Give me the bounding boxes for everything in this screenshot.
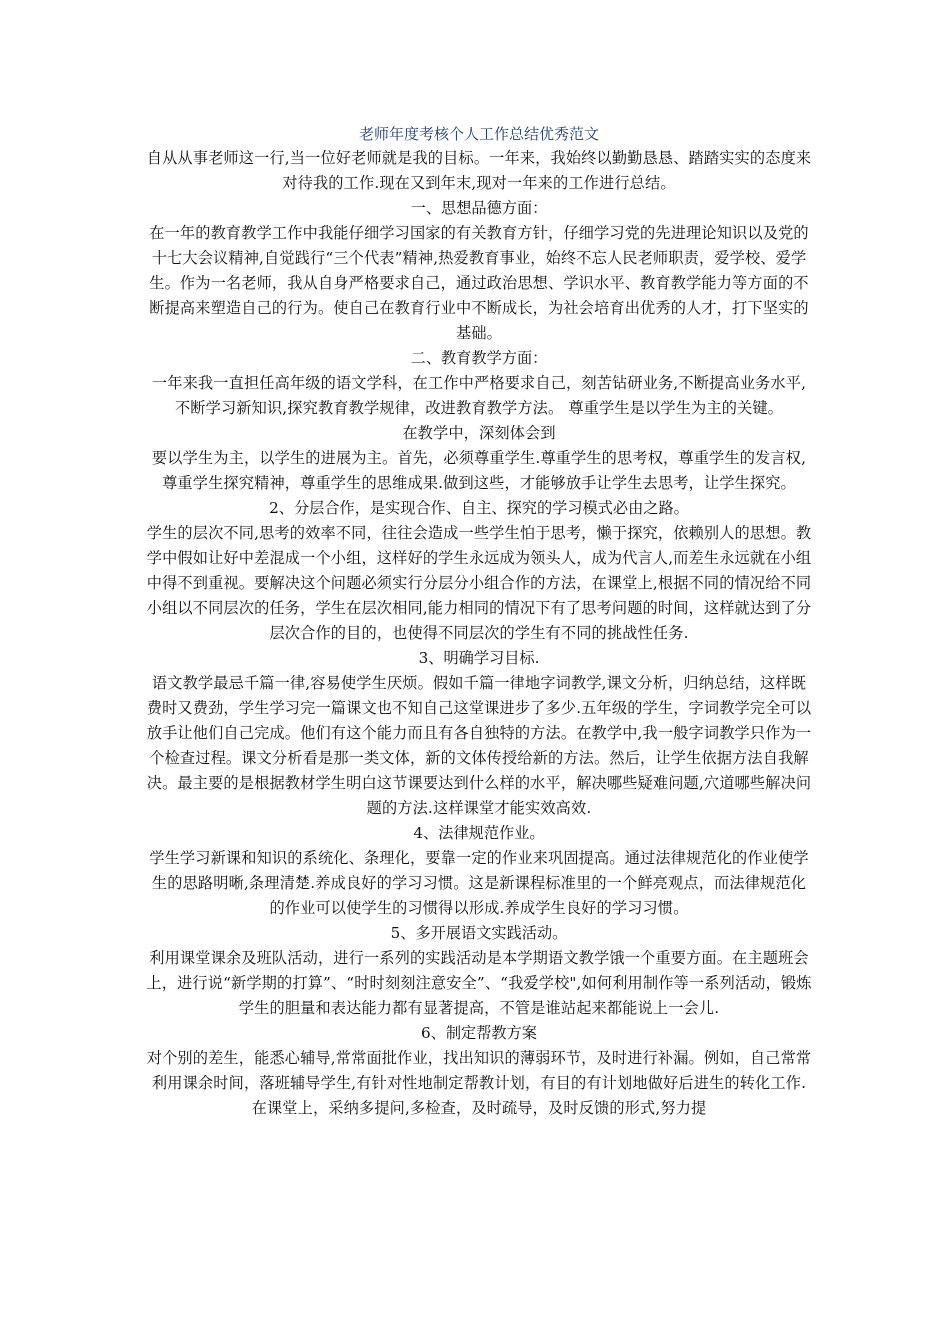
heading-learning-goals: 3、明确学习目标. [418, 649, 540, 667]
learning-goals-paragraph: 语文教学最忌千篇一律,容易使学生厌烦。假如千篇一律地字词教学,课文分析，归纳总结，这样既费时又费劲，学生学习完一篇课文也不知自己这堂课进步了多少.五年级的学生，字词教学完全可以放手让他们自己完成。他们有这个能力而且有各自独特的方法。在教学中,我一般字词教学只作为一个检查过程。课文分析看是那一类文体，新的文体传授给新的方法。然后，让学生依据方法自我解决。最主要的是根据教材学生明白这节课要达到什么样的水平，解决哪些疑难问题,穴道哪些解决问题的方法.这样课堂才能实效高效. [146, 674, 812, 817]
ethics-paragraph: 在一年的教育教学工作中我能仔细学习国家的有关教育方针，仔细学习党的先进理论知识以及党的十七大会议精神,自觉践行“三个代表”精神,热爱教育事业，始终不忘人民老师职责，爱学校、爱学生。作为一名老师，我从自身严格要求自己，通过政治思想、学识水平、教育教学能力等方面的不断提高来塑造自己的行为。使自己在教育行业中不断成长，为社会培育出优秀的人才，打下坚实的基础。 [149, 224, 809, 342]
tutoring-plan-paragraph: 对个别的差生，能悉心辅导,常常面批作业，找出知识的薄弱环节，及时进行补漏。例如，自己常常利用课余时间，落班辅导学生,有针对性地制定帮教计划，有目的有计划地做好后进生的转化工作.在课堂上，采纳多提问,多检查，及时疏导，及时反馈的形式,努力提 [146, 1049, 812, 1117]
teaching-paragraph: 一年来我一直担任高年级的语文学科，在工作中严格要求自己，刻苦钻研业务,不断提高业务水平,不断学习新知识,探究教育教学规律，改进教育教学方法。 尊重学生是以学生为主的关键。 [151, 374, 807, 417]
document-page [145, 122, 813, 1121]
homework-norms-paragraph: 学生学习新课和知识的系统化、条理化，要靠一定的作业来巩固提高。通过法律规范化的作业使学生的思路明晰,条理清楚.养成良好的学习习惯。这是新课程标准里的一个鲜亮观点，而法律规范化的作业可以使学生的习惯得以形成.养成学生良好的学习习惯。 [149, 849, 809, 917]
heading-practice-activities: 5、多开展语文实践活动。 [390, 924, 568, 942]
teaching-insight-line: 在教学中，深刻体会到 [402, 424, 556, 442]
section-heading-ethics: 一、思想品德方面： [410, 199, 548, 217]
practice-activities-paragraph: 利用课堂课余及班队活动，进行一系列的实践活动是本学期语文教学饿一个重要方面。在主题班会上，进行说“新学期的打算”、“时时刻刻注意安全”、“我爱学校",如何利用制作等一系列活动，锻炼学生的胆量和表达能力都有显著提高，不管是谁站起来都能说上一会儿. [146, 949, 812, 1017]
section-heading-teaching: 二、教育教学方面： [410, 349, 548, 367]
heading-layered-cooperation: 2、分层合作，是实现合作、自主、探究的学习模式必由之路。 [269, 499, 689, 517]
student-centered-paragraph: 要以学生为主，以学生的进展为主。首先，必须尊重学生.尊重学生的思考权，尊重学生的发言权,尊重学生探究精神，尊重学生的思维成果.做到这些，才能够放手让学生去思考，让学生探究。 [151, 449, 807, 492]
heading-homework-norms: 4、法律规范作业。 [413, 824, 545, 842]
intro-paragraph: 自从从事老师这一行,当一位好老师就是我的目标。一年来，我始终以勤勤恳恳、踏踏实实的态度来对待我的工作.现在又到年末,现对一年来的工作进行总结。 [146, 149, 812, 192]
document-title: 老师年度考核个人工作总结优秀范文 [358, 125, 599, 143]
layered-cooperation-paragraph: 学生的层次不同,思考的效率不同，往往会造成一些学生怕于思考，懒于探究，依赖别人的思想。教学中假如让好中差混成一个小组，这样好的学生永远成为领头人，成为代言人,而差生永远就在小组中得不到重视。要解决这个问题必须实行分层分小组合作的方法，在课堂上,根据不同的情况给不同小组以不同层次的任务，学生在层次相同,能力相同的情况下有了思考问题的时间，这样就达到了分层次合作的目的，也使得不同层次的学生有不同的挑战性任务. [146, 524, 812, 642]
heading-tutoring-plan: 6、制定帮教方案 [421, 1024, 537, 1042]
